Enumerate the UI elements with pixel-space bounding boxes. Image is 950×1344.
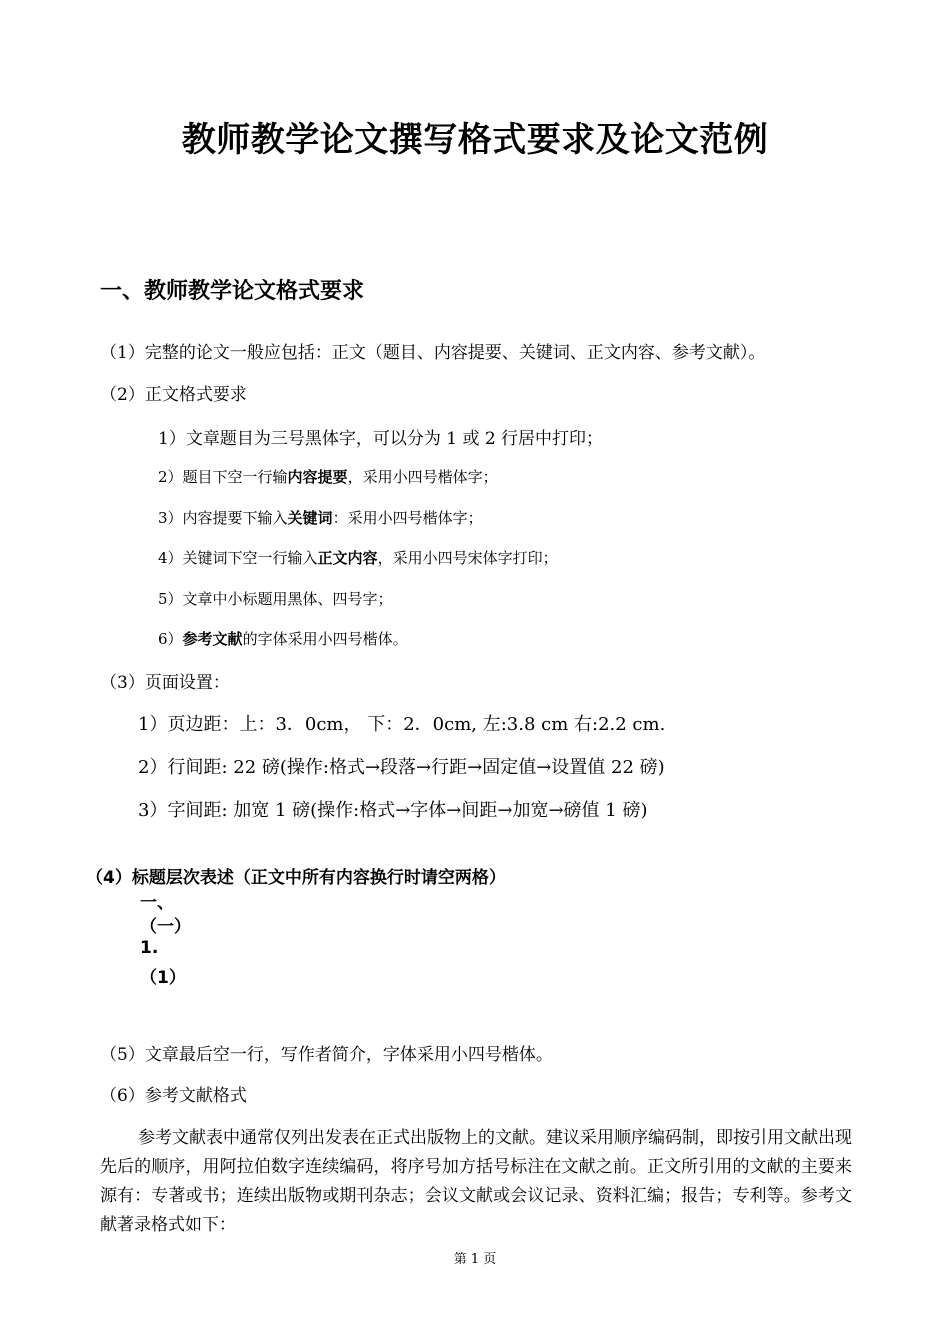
page-number: 第 1 页	[453, 1252, 497, 1267]
item-3-3: 3）字间距: 加宽 1 磅(操作:格式→字体→间距→加宽→磅值 1 磅)	[138, 800, 648, 821]
document-title: 教师教学论文撰写格式要求及论文范例	[181, 120, 769, 160]
item-2-6-pre: 6）	[158, 630, 183, 648]
item-4-heading: （4）标题层次表述（正文中所有内容换行时请空两格）	[86, 868, 506, 888]
item-2-2-post: ，采用小四号楷体字；	[347, 468, 498, 486]
level-2-example: （一）	[140, 917, 191, 937]
level-1-example: 一、	[140, 893, 174, 913]
item-3-2: 2）行间距: 22 磅(操作:格式→段落→行距→固定值→设置值 22 磅)	[138, 757, 665, 778]
item-2-4-post: ，采用小四号宋体字打印；	[377, 549, 558, 567]
item-2-3-bold: 关键词	[287, 509, 333, 527]
item-2-6-post: 的字体采用小四号楷体。	[242, 630, 408, 648]
item-3-1: 1）页边距：上：3．0cm， 下：2．0cm, 左:3.8 cm 右:2.2 cm.	[138, 714, 666, 735]
references-paragraph: 参考文献表中通常仅列出发表在正式出版物上的文献。建议采用顺序编码制，即按引用文献出现先后的顺序，用阿拉伯数字连续编码，将序号加方括号标注在文献之前。正文所引用的文献的主要来源有：专著或书；连续出版物或期刊杂志；会议文献或会议记录、资料汇编；报告；专利等。参考文献著录格式如下：	[100, 1128, 852, 1235]
item-2: （2）正文格式要求	[100, 385, 247, 405]
item-2-2-bold: 内容提要	[287, 468, 348, 486]
item-2-4	[158, 547, 558, 568]
item-2-3	[158, 507, 483, 528]
level-3-example: 1.	[140, 938, 159, 958]
item-2-5: 5）文章中小标题用黑体、四号字；	[158, 590, 393, 608]
item-5: （5）文章最后空一行，写作者简介，字体采用小四号楷体。	[100, 1045, 553, 1065]
item-1: （1）完整的论文一般应包括：正文（题目、内容提要、关键词、正文内容、参考文献）。	[100, 343, 766, 363]
level-4-example: （1）	[140, 968, 186, 988]
item-2-3-pre: 3）内容提要下输入	[158, 509, 288, 527]
section-heading: 一、教师教学论文格式要求	[100, 279, 365, 304]
item-2-3-post: ：采用小四号楷体字；	[332, 509, 483, 527]
item-2-4-pre: 4）关键词下空一行输入	[158, 549, 318, 567]
item-2-1: 1）文章题目为三号黑体字，可以分为 1 或 2 行居中打印；	[158, 429, 604, 449]
item-2-6-bold: 参考文献	[182, 630, 243, 648]
item-6: （6）参考文献格式	[100, 1086, 247, 1106]
item-2-6	[158, 628, 408, 649]
item-2-4-bold: 正文内容	[317, 549, 378, 567]
item-2-2-pre: 2）题目下空一行输	[158, 468, 288, 486]
item-3: （3）页面设置：	[100, 673, 230, 693]
item-2-2	[158, 466, 498, 487]
